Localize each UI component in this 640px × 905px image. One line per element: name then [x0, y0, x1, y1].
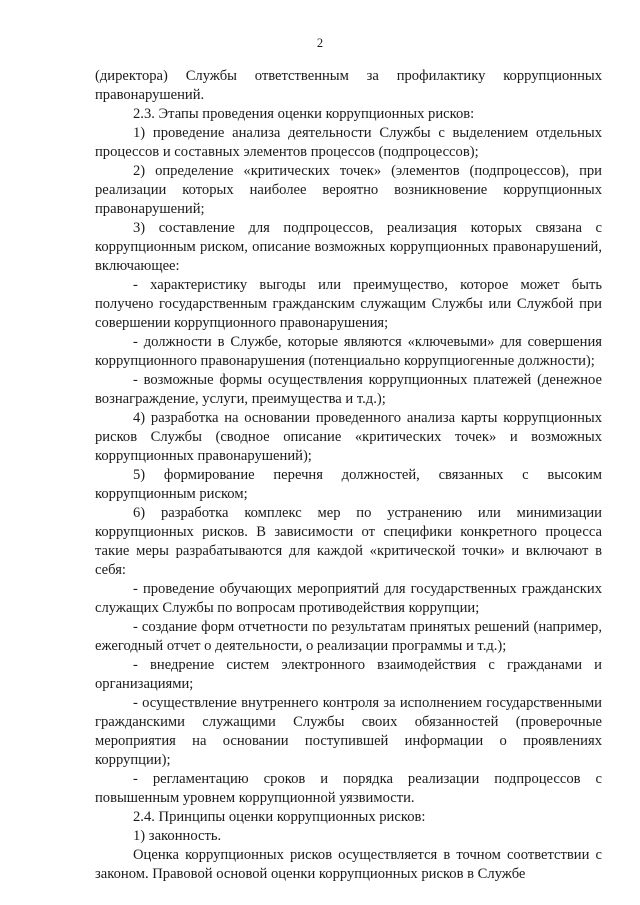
paragraph: Оценка коррупционных рисков осуществляется в точном соответствии с законом. Правовой основой оценки коррупционных рисков в Службе: [95, 847, 602, 882]
paragraph: - характеристику выгоды или преимущество, которое может быть получено государственным гражданским служащим Службы или Службой при совершении коррупционного правонарушения;: [95, 277, 602, 331]
paragraph: 1) проведение анализа деятельности Службы с выделением отдельных процессов и составных элементов процессов (подпроцессов);: [95, 125, 602, 160]
document-body: [95, 67, 602, 884]
page-number: 2: [316, 36, 324, 50]
paragraph: - внедрение систем электронного взаимодействия с гражданами и организациями;: [95, 657, 602, 692]
paragraph: - осуществление внутреннего контроля за исполнением государственными гражданскими служащими Службы своих обязанностей (проверочные мероприятия на основании поступившей информации о проявлениях коррупции);: [95, 695, 602, 768]
paragraph: - проведение обучающих мероприятий для государственных гражданских служащих Службы по вопросам противодействия коррупции;: [95, 581, 602, 616]
paragraph: 5) формирование перечня должностей, связанных с высоким коррупционным риском;: [95, 467, 602, 502]
paragraph: 2.4. Принципы оценки коррупционных рисков:: [133, 809, 426, 825]
paragraph: 6) разработка комплекс мер по устранению или минимизации коррупционных рисков. В зависимости от специфики конкретного процесса такие меры разрабатываются для каждой «критической точки» и включают в себя:: [95, 505, 602, 578]
paragraph: 2.3. Этапы проведения оценки коррупционных рисков:: [133, 106, 475, 122]
paragraph: 4) разработка на основании проведенного анализа карты коррупционных рисков Службы (сводное описание «критических точек» и возможных коррупционных правонарушений);: [95, 410, 602, 464]
paragraph: (директора) Службы ответственным за профилактику коррупционных правонарушений.: [95, 68, 602, 103]
paragraph: - должности в Службе, которые являются «ключевыми» для совершения коррупционного правонарушения (потенциально коррупциогенные должности);: [95, 334, 602, 369]
paragraph: 2) определение «критических точек» (элементов (подпроцессов), при реализации которых наиболее вероятно возникновение коррупционных правонарушений;: [95, 163, 602, 217]
paragraph: - регламентацию сроков и порядка реализации подпроцессов с повышенным уровнем коррупционной уязвимости.: [95, 771, 602, 806]
paragraph: - возможные формы осуществления коррупционных платежей (денежное вознаграждение, услуги, преимущества и т.д.);: [95, 372, 602, 407]
paragraph: - создание форм отчетности по результатам принятых решений (например, ежегодный отчет о деятельности, о реализации программы и т.д.);: [95, 619, 602, 654]
paragraph: 1) законность.: [133, 828, 222, 844]
paragraph: 3) составление для подпроцессов, реализация которых связана с коррупционным риском, описание возможных коррупционных правонарушений, включающее:: [95, 220, 602, 274]
